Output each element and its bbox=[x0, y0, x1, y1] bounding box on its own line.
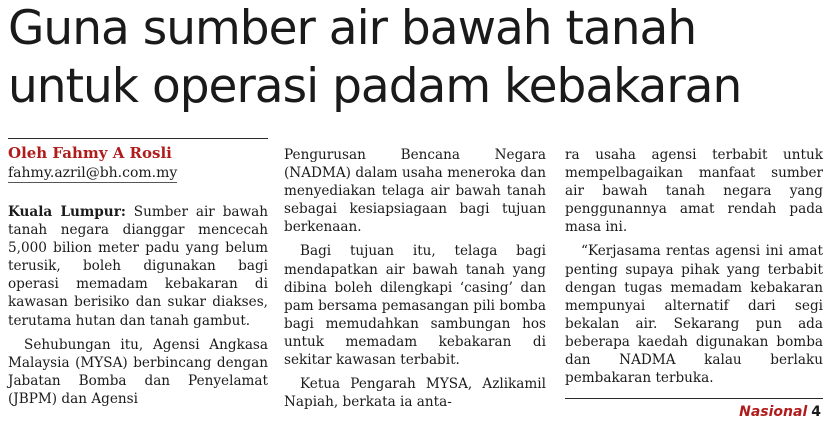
article-paragraph: Bagi tujuan itu, telaga bagi mendapatkan air bawah tanah yang dibina boleh dilengkapi ‘casing’ dan pam bersama pemasangan pili bomba bagi memudahkan sambungan hos untuk memadam kebakaran di sekitar kawasan terbabit. bbox=[284, 243, 546, 369]
article-paragraph: ra usaha agensi terbabit untuk mempelbagaikan manfaat sumber air bawah tanah negara yang penggunannya amat rendah pada masa ini. bbox=[565, 147, 823, 236]
article-column-2 bbox=[284, 146, 546, 411]
byline-author: Oleh Fahmy A Rosli bbox=[8, 144, 172, 162]
article-column-3 bbox=[565, 146, 823, 387]
article-paragraph: Pengurusan Bencana Negara (NADMA) dalam usaha meneroka dan menyediakan telaga air bawah tanah sebagai kesiapsiagaan bagi tujuan berkenaan. bbox=[284, 147, 546, 236]
byline-email[interactable]: fahmy.azril@bh.com.my bbox=[8, 165, 178, 181]
dateline: Kuala Lumpur: bbox=[8, 204, 126, 220]
section-name: Nasional bbox=[739, 404, 808, 420]
article-paragraph: Sehubungan itu, Agensi Angkasa Malaysia (MYSA) berbincang dengan Jabatan Bomba dan Penyelamat (JBPM) dan Agensi bbox=[8, 336, 268, 407]
headline-line-1: Guna sumber air bawah tanah bbox=[8, 1, 697, 56]
headline bbox=[8, 0, 823, 116]
byline bbox=[8, 144, 268, 183]
article-paragraph: Ketua Pengarah MYSA, Azlikamil Napiah, berkata ia anta- bbox=[284, 376, 546, 411]
article-paragraph bbox=[8, 203, 268, 330]
section-footer bbox=[739, 403, 821, 421]
headline-line-2: untuk operasi padam kebakaran bbox=[8, 59, 742, 114]
article-paragraph: “Kerjasama rentas agensi ini amat penting supaya pihak yang terbabit dengan tugas memadam kebakaran mempunyai alternatif dari segi bekalan air. Sekarang pun ada beberapa kaedah digunakan bomba dan NADMA kalau berlaku pembakaran terbuka. bbox=[565, 243, 823, 387]
section-divider bbox=[565, 398, 823, 399]
page-number: 4 bbox=[811, 404, 821, 420]
article-column-1 bbox=[8, 203, 268, 408]
paragraph-text: Sumber air bawah tanah negara dianggar mencecah 5,000 bilion meter padu yang belum terusik, boleh digunakan bagi operasi memadam kebakaran di kawasan berisiko dan sukar diakses, terutama hutan dan tanah gambut. bbox=[8, 204, 268, 329]
byline-divider bbox=[8, 138, 268, 139]
